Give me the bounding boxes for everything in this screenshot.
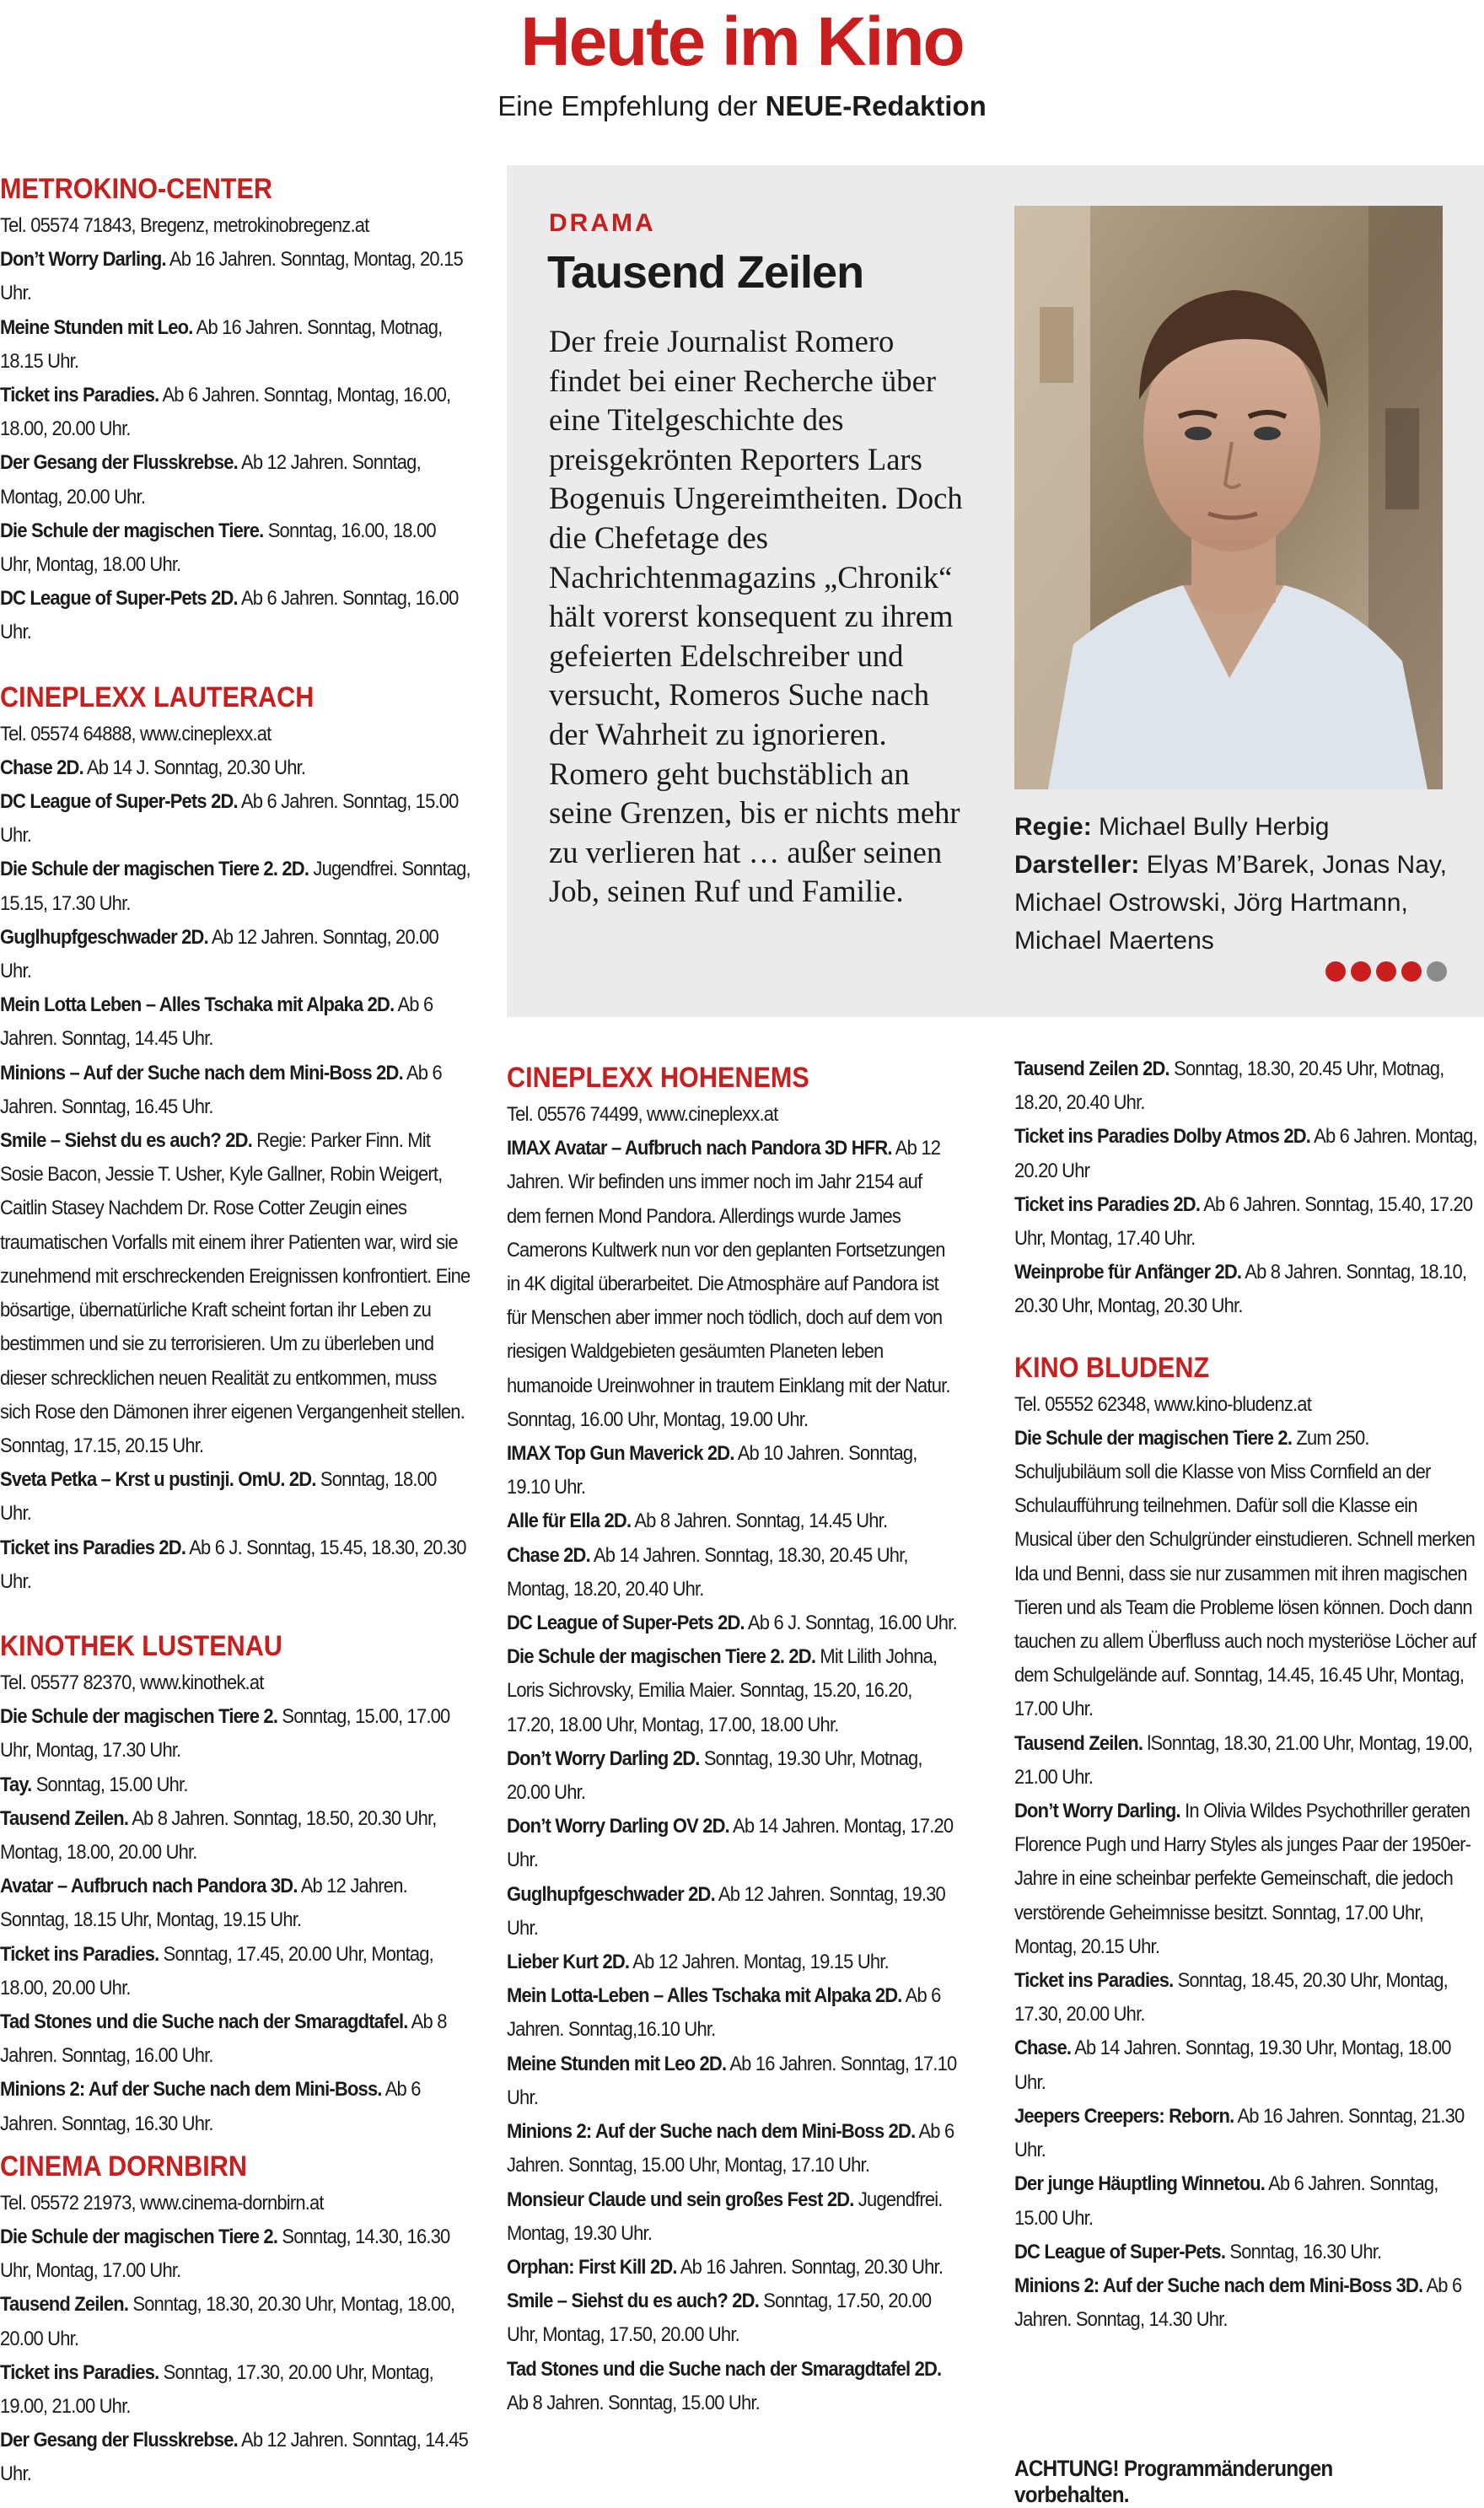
film-details: Ab 12 Jahren. Sonntag, Montag, 20.00 Uhr. bbox=[0, 451, 421, 509]
film-title: Minions – Auf der Suche nach dem Mini-Boss 2D. bbox=[0, 1061, 403, 1084]
cinema-contact: Tel. 05552 62348, www.kino-bludenz.at bbox=[1014, 1392, 1311, 1416]
film-details: Ab 6 Jahren. Montag, 20.20 Uhr bbox=[1014, 1125, 1477, 1182]
film-title: Lieber Kurt 2D. bbox=[507, 1951, 630, 1974]
film-details: Sonntag, 15.00, 17.00 Uhr, Montag, 17.30 Uhr. bbox=[0, 1705, 450, 1763]
film-entry bbox=[507, 1878, 959, 1946]
cinema-name: CINEMA DORNBIRN bbox=[0, 2150, 247, 2182]
film-details: Sonntag, 17.30, 20.00 Uhr, Montag, 19.00, 21.00 Uhr. bbox=[0, 2360, 433, 2418]
film-entry bbox=[507, 1742, 959, 1810]
film-entry bbox=[0, 379, 470, 446]
film-details: Ab 6 Jahren. Sonntag, Montag, 16.00, 18.00, 20.00 Uhr. bbox=[0, 384, 451, 441]
film-entry bbox=[0, 785, 470, 853]
film-entry bbox=[0, 921, 470, 988]
feature-category: DRAMA bbox=[549, 209, 656, 237]
cinema-name: CINEPLEXX HOHENEMS bbox=[507, 1062, 809, 1094]
film-entry bbox=[0, 1124, 470, 1463]
film-title: Die Schule der magischen Tiere 2. 2D. bbox=[0, 858, 309, 881]
film-entry bbox=[507, 1504, 959, 1538]
rating-dot-empty bbox=[1427, 961, 1447, 982]
film-title: Die Schule der magischen Tiere 2. bbox=[0, 1705, 278, 1729]
page-subtitle bbox=[0, 88, 1484, 125]
film-entry bbox=[0, 1870, 470, 1937]
film-title: DC League of Super-Pets 2D. bbox=[0, 587, 238, 611]
film-details: Ab 14 J. Sonntag, 20.30 Uhr. bbox=[83, 756, 306, 779]
film-entry bbox=[0, 514, 470, 582]
film-details: Sonntag, 18.30, 20.45 Uhr, Motnag, 18.20, 20.40 Uhr. bbox=[1014, 1058, 1444, 1115]
film-title: IMAX Avatar – Aufbruch nach Pandora 3D HFR. bbox=[507, 1137, 892, 1160]
film-details: Ab 8 Jahren. Sonntag, 15.00 Uhr. bbox=[507, 2391, 760, 2414]
film-title: Smile – Siehst du es auch? 2D. bbox=[0, 1129, 252, 1153]
film-entry bbox=[507, 1810, 959, 1877]
film-title: Smile – Siehst du es auch? 2D. bbox=[507, 2290, 759, 2313]
film-details: Ab 6 Jahren. Sonntag, 14.45 Uhr. bbox=[0, 993, 433, 1051]
film-details: Sonntag, 18.30, 20.30 Uhr, Montag, 18.00, 20.00 Uhr. bbox=[0, 2293, 455, 2350]
film-title: Tad Stones und die Suche nach der Smaragdtafel. bbox=[0, 2010, 408, 2033]
film-title: Tausend Zeilen. bbox=[0, 2293, 129, 2317]
film-details: Ab 6 J. Sonntag, 16.00 Uhr. bbox=[744, 1612, 957, 1635]
film-details: Ab 6 J. Sonntag, 15.45, 18.30, 20.30 Uhr. bbox=[0, 1536, 466, 1593]
film-details: Ab 12 Jahren. Sonntag, 20.00 Uhr. bbox=[0, 925, 438, 983]
film-title: Minions 2: Auf der Suche nach dem Mini-Boss 2D. bbox=[507, 2120, 916, 2144]
film-entry bbox=[507, 1640, 959, 1742]
cinema-contact: Tel. 05572 21973, www.cinema-dornbirn.at bbox=[0, 2191, 324, 2215]
rating-dots bbox=[1325, 961, 1447, 982]
film-details: In Olivia Wildes Psychothriller geraten Florence Pugh und Harry Styles als junges Paar der 1950er- Jahre in eine scheinbar perfekte Gemeinschaft, die jedoch verstörende Geheimnisse besitzt. Sonntag, 17.00 Uhr, Montag, 20.15 Uhr. bbox=[1014, 1800, 1471, 1958]
film-title: Ticket ins Paradies. bbox=[0, 1942, 159, 1966]
film-title: Tausend Zeilen 2D. bbox=[1014, 1058, 1169, 1080]
film-entry bbox=[507, 2285, 959, 2352]
film-title: Don’t Worry Darling OV 2D. bbox=[507, 1815, 729, 1838]
film-entry bbox=[1014, 1422, 1477, 1727]
film-details: Zum 250. Schuljubiläum soll die Klasse von Miss Cornfield an der Schulaufführung teilnehmen. Dafür soll die Klasse ein Musical über den Schulgründer einstudieren. Schnell merken Ida und Benni, dass sie nur zusammen mit ihren magischen Tieren und als Team die Probleme lösen können. Doch dann tauchen zu allem Überfluss auch noch mysteriöse Löcher auf dem Schulgelände auf. Sonntag, 14.45, 16.45 Uhr, Montag, 17.00 Uhr. bbox=[1014, 1426, 1476, 1721]
film-entry bbox=[0, 2073, 470, 2140]
film-details: Ab 6 Jahren. Sonntag, 16.45 Uhr. bbox=[0, 1061, 442, 1118]
film-details: Sonntag, 17.45, 20.00 Uhr, Montag, 18.00, 20.00 Uhr. bbox=[0, 1942, 433, 1999]
film-entry bbox=[1014, 2269, 1477, 2337]
film-details: Sonntag, 16.00, 18.00 Uhr, Montag, 18.00 Uhr. bbox=[0, 519, 436, 577]
film-title: Mein Lotta-Leben – Alles Tschaka mit Alpaka 2D. bbox=[507, 1984, 902, 2008]
film-title: Der Gesang der Flusskrebse. bbox=[0, 451, 238, 475]
film-entry bbox=[0, 1802, 470, 1870]
film-entry bbox=[507, 1946, 959, 1979]
cinema-name: KINOTHEK LUSTENAU bbox=[0, 1629, 282, 1662]
film-details: Ab 8 Jahren. Sonntag, 18.10, 20.30 Uhr, Montag, 20.30 Uhr. bbox=[1014, 1261, 1467, 1318]
film-details: Sonntag, 17.50, 20.00 Uhr, Montag, 17.50, 20.00 Uhr. bbox=[507, 2290, 932, 2347]
cinema-name: KINO BLUDENZ bbox=[1014, 1351, 1210, 1384]
film-details: Ab 14 Jahren. Sonntag, 19.30 Uhr, Montag, 18.00 Uhr. bbox=[1014, 2037, 1451, 2094]
film-entry bbox=[507, 2353, 959, 2420]
film-title: Tad Stones und die Suche nach der Smaragdtafel 2D. bbox=[507, 2357, 942, 2381]
film-details: Ab 16 Jahren. Sonntag, Montag, 20.15 Uhr. bbox=[0, 248, 463, 305]
film-entry bbox=[0, 1700, 470, 1768]
film-entry bbox=[0, 446, 470, 514]
film-entry bbox=[507, 1539, 959, 1607]
film-title: Chase 2D. bbox=[507, 1543, 590, 1567]
feature-photo bbox=[1014, 206, 1443, 789]
film-entry bbox=[0, 1531, 470, 1599]
film-title: Guglhupfgeschwader 2D. bbox=[507, 1882, 715, 1906]
film-title: Monsieur Claude und sein großes Fest 2D. bbox=[507, 2188, 854, 2211]
film-entry bbox=[0, 2220, 470, 2288]
actor-portrait-image bbox=[1014, 206, 1443, 789]
film-details: Ab 12 Jahren. Montag, 19.15 Uhr. bbox=[629, 1951, 889, 1974]
cinema-block bbox=[507, 1058, 959, 2420]
film-title: Die Schule der magischen Tiere 2. bbox=[1014, 1426, 1293, 1450]
film-entry bbox=[0, 1768, 470, 1802]
film-entry bbox=[507, 1979, 959, 2047]
film-entry bbox=[0, 751, 470, 785]
cinema-block bbox=[1014, 1348, 1477, 2338]
film-details: Sonntag, 14.30, 16.30 Uhr, Montag, 17.00 Uhr. bbox=[0, 2225, 450, 2283]
subtitle-bold: NEUE-Redaktion bbox=[765, 90, 987, 121]
film-details: Ab 6 Jahren. Sonntag, 15.00 Uhr. bbox=[1014, 2172, 1438, 2230]
column-right bbox=[1014, 1052, 1477, 2337]
film-entry bbox=[0, 853, 470, 920]
cinema-contact: Tel. 05574 64888, www.cineplexx.at bbox=[0, 722, 272, 745]
film-details: Ab 12 Jahren. Sonntag, 18.15 Uhr, Montag, 19.15 Uhr. bbox=[0, 1875, 407, 1932]
cinema-block bbox=[0, 1626, 470, 2141]
film-details: Jugendfrei. Montag, 19.30 Uhr. bbox=[507, 2188, 943, 2245]
film-details: Ab 16 Jahren. Sonntag, 20.30 Uhr. bbox=[676, 2255, 944, 2279]
film-details: Ab 12 Jahren. Sonntag, 14.45 Uhr. bbox=[0, 2429, 469, 2486]
film-title: Tay. bbox=[0, 1773, 32, 1796]
cinema-contact: Tel. 05574 71843, Bregenz, metrokinobregenz.at bbox=[0, 214, 369, 237]
film-entry bbox=[1014, 2236, 1477, 2269]
film-title: Avatar – Aufbruch nach Pandora 3D. bbox=[0, 1875, 298, 1898]
film-details: Ab 12 Jahren. Sonntag, 19.30 Uhr. bbox=[507, 1882, 945, 1940]
film-title: Minions 2: Auf der Suche nach dem Mini-Boss. bbox=[0, 2078, 382, 2102]
cinema-contact: Tel. 05577 82370, www.kinothek.at bbox=[0, 1671, 264, 1694]
film-details: Ab 8 Jahren. Sonntag, 18.50, 20.30 Uhr, Montag, 18.00, 20.00 Uhr. bbox=[0, 1806, 437, 1864]
rating-dot-filled bbox=[1376, 961, 1396, 982]
film-title: DC League of Super-Pets 2D. bbox=[507, 1612, 745, 1635]
column-middle bbox=[507, 1052, 959, 2420]
film-title: Die Schule der magischen Tiere 2. bbox=[0, 2225, 278, 2248]
film-entry bbox=[0, 2005, 470, 2073]
film-details: Ab 6 Jahren. Sonntag, 14.30 Uhr. bbox=[1014, 2274, 1462, 2332]
film-title: Don’t Worry Darling. bbox=[0, 248, 166, 272]
cinema-block bbox=[1014, 1052, 1477, 1324]
director-label: Regie: bbox=[1014, 813, 1092, 841]
film-details: Ab 6 Jahren. Sonntag, 16.30 Uhr. bbox=[0, 2078, 421, 2135]
cinema-block bbox=[0, 677, 470, 1599]
film-title: Weinprobe für Anfänger 2D. bbox=[1014, 1261, 1242, 1284]
film-details: Ab 14 Jahren. Montag, 17.20 Uhr. bbox=[507, 1815, 954, 1872]
cinema-block bbox=[0, 2146, 470, 2492]
film-title: Don’t Worry Darling 2D. bbox=[507, 1746, 700, 1770]
cast-label: Darsteller: bbox=[1014, 851, 1140, 879]
film-details: Ab 16 Jahren. Sonntag, 17.10 Uhr. bbox=[507, 2052, 957, 2109]
subtitle-prefix: Eine Empfehlung der bbox=[497, 90, 758, 121]
film-details: Mit Lilith Johna, Loris Sichrovsky, Emilia Maier. Sonntag, 15.20, 16.20, 17.20, 18.00 Uhr, Montag, 17.00, 18.00 Uhr. bbox=[507, 1645, 938, 1736]
film-details: Ab 16 Jahren. Sonntag, Motnag, 18.15 Uhr. bbox=[0, 315, 443, 373]
film-entry bbox=[1014, 2032, 1477, 2099]
film-title: Der junge Häuptling Winnetou. bbox=[1014, 2172, 1266, 2196]
film-entry bbox=[1014, 1964, 1477, 2032]
program-notice: ACHTUNG! Programmänderungen vorbehalten. bbox=[1014, 2456, 1333, 2507]
film-title: Alle für Ella 2D. bbox=[507, 1510, 632, 1533]
cinema-name: CINEPLEXX LAUTERACH bbox=[0, 681, 315, 713]
film-entry bbox=[0, 1463, 470, 1531]
film-title: Chase. bbox=[1014, 2037, 1072, 2060]
cast-names: Elyas M’Barek, Jonas Nay, Michael Ostrowski, Jörg Hartmann, Michael Maertens bbox=[1014, 851, 1447, 955]
film-title: Die Schule der magischen Tiere 2. 2D. bbox=[507, 1645, 816, 1669]
film-entry bbox=[1014, 1188, 1477, 1256]
film-entry bbox=[1014, 1120, 1477, 1187]
director-name: Michael Bully Herbig bbox=[1099, 813, 1330, 841]
film-entry bbox=[1014, 2100, 1477, 2167]
feature-text: Der freie Journalist Romero findet bei einer Recherche über eine Titelgeschichte des preisgekrönten Reporters Lars Bogenuis Ungereimtheiten. Doch die Chefetage des Nachrichtenmagazins „Chronik“ hält vorerst konsequent zu ihrem gefeierten Edelschreiber und versucht, Romeros Suche nach der Wahrheit zu ignorieren. Romero geht buchstäblich an seine Grenzen, bis er nichts mehr zu verlieren hat … außer seinen Job, seinen Ruf und Familie. bbox=[549, 324, 963, 909]
film-entry bbox=[1014, 1256, 1477, 1323]
rating-dot-filled bbox=[1351, 961, 1371, 982]
film-title: DC League of Super-Pets 2D. bbox=[0, 790, 238, 814]
film-details: Sonntag, 18.00 Uhr. bbox=[0, 1468, 437, 1526]
film-title: Mein Lotta Leben – Alles Tschaka mit Alpaka 2D. bbox=[0, 993, 395, 1017]
film-title: Ticket ins Paradies 2D. bbox=[1014, 1192, 1201, 1216]
page-title: Heute im Kino bbox=[520, 3, 964, 80]
film-title: Meine Stunden mit Leo. bbox=[0, 315, 193, 339]
film-title: IMAX Top Gun Maverick 2D. bbox=[507, 1442, 734, 1466]
film-title: Der Gesang der Flusskrebse. bbox=[0, 2429, 238, 2452]
film-title: Tausend Zeilen. bbox=[0, 1806, 129, 1830]
film-details: Sonntag, 16.30 Uhr. bbox=[1225, 2240, 1382, 2263]
film-title: Ticket ins Paradies. bbox=[0, 384, 159, 407]
film-entry bbox=[1014, 2167, 1477, 2235]
film-title: DC League of Super-Pets. bbox=[1014, 2240, 1226, 2263]
feature-credits bbox=[1014, 808, 1453, 960]
film-details: Sonntag, 18.45, 20.30 Uhr, Montag, 17.30, 20.00 Uhr. bbox=[1014, 1969, 1448, 2026]
film-entry bbox=[507, 1132, 959, 1437]
film-details: Ab 6 Jahren. Sonntag,16.10 Uhr. bbox=[507, 1984, 941, 2042]
cinema-name: METROKINO-CENTER bbox=[0, 173, 273, 205]
film-entry bbox=[0, 311, 470, 379]
film-entry bbox=[507, 1437, 959, 1504]
film-details: Ab 12 Jahren. Wir befinden uns immer noch im Jahr 2154 auf dem fernen Mond Pandora. Allerdings wurde James Camerons Kultwerk nun vor den geplanten Fortsetzungen in 4K digital überarbeitet. Die Atmosphäre auf Pandora ist für Menschen aber immer noch tödlich, doch auf dem von riesigen Waldgebieten gesäumten Planeten leben humanoide Ureinwohner in trautem Einklang mit der Natur. Sonntag, 16.00 Uhr, Montag, 19.00 Uhr. bbox=[507, 1137, 950, 1431]
film-entry bbox=[507, 2115, 959, 2182]
film-title: Chase 2D. bbox=[0, 756, 83, 779]
film-title: Don’t Worry Darling. bbox=[1014, 1800, 1180, 1823]
film-entry bbox=[0, 2356, 470, 2424]
film-details: Ab 6 Jahren. Sonntag, 15.00 Uhr. bbox=[0, 790, 459, 848]
film-details: Sonntag, 15.00 Uhr. bbox=[31, 1773, 188, 1796]
film-entry bbox=[0, 1938, 470, 2005]
film-details: Ab 8 Jahren. Sonntag, 16.00 Uhr. bbox=[0, 2010, 447, 2068]
film-title: Jeepers Creepers: Reborn. bbox=[1014, 2104, 1234, 2128]
film-details: Sonntag, 19.30 Uhr, Motnag, 20.00 Uhr. bbox=[507, 1746, 922, 1805]
rating-dot-filled bbox=[1325, 961, 1346, 982]
film-details: Ab 14 Jahren. Sonntag, 18.30, 20.45 Uhr, Montag, 18.20, 20.40 Uhr. bbox=[507, 1543, 908, 1601]
film-details: Ab 6 Jahren. Sonntag, 15.40, 17.20 Uhr, Montag, 17.40 Uhr. bbox=[1014, 1192, 1473, 1251]
feature-title: Tausend Zeilen bbox=[547, 247, 864, 298]
film-entry bbox=[0, 2424, 470, 2491]
film-title: Ticket ins Paradies. bbox=[1014, 1969, 1174, 1993]
film-entry bbox=[507, 2048, 959, 2115]
film-details: Regie: Parker Finn. Mit Sosie Bacon, Jessie T. Usher, Kyle Gallner, Robin Weigert, Caitlin Stasey Nachdem Dr. Rose Cotter Zeugin eines traumatischen Vorfalls mit einem ihrer Patienten war, wird sie zunehmend mit erschreckenden Ereignissen konfrontiert. Eine bösartige, übernatürliche Kraft scheint fortan ihr Leben zu bestimmen und sie zu terrorisieren. Um zu überleben und dieser schrecklichen neuen Realität zu entkommen, muss sich Rose den Dämonen ihrer eigenen Vergangenheit stellen. Sonntag, 17.15, 20.15 Uhr. bbox=[0, 1129, 470, 1457]
film-entry bbox=[0, 2288, 470, 2355]
film-title: Guglhupfgeschwader 2D. bbox=[0, 925, 208, 949]
film-entry bbox=[507, 2251, 959, 2285]
film-details: Ab 6 Jahren. Sonntag, 16.00 Uhr. bbox=[0, 587, 459, 644]
cinema-contact: Tel. 05576 74499, www.cineplexx.at bbox=[507, 1103, 778, 1126]
film-details: Ab 10 Jahren. Sonntag, 19.10 Uhr. bbox=[507, 1442, 917, 1499]
film-title: Tausend Zeilen. bbox=[1014, 1731, 1143, 1755]
film-title: Orphan: First Kill 2D. bbox=[507, 2255, 677, 2279]
film-entry bbox=[0, 988, 470, 1056]
film-entry bbox=[1014, 1052, 1477, 1120]
film-entry bbox=[0, 243, 470, 310]
film-title: Ticket ins Paradies. bbox=[0, 2360, 159, 2384]
film-entry bbox=[0, 582, 470, 649]
rating-dot-filled bbox=[1401, 961, 1422, 982]
film-entry bbox=[1014, 1727, 1477, 1795]
film-entry bbox=[0, 1057, 470, 1124]
film-details: lSonntag, 18.30, 21.00 Uhr, Montag, 19.00, 21.00 Uhr. bbox=[1014, 1731, 1473, 1789]
column-left bbox=[0, 164, 470, 2492]
film-title: Die Schule der magischen Tiere. bbox=[0, 519, 264, 542]
film-title: Meine Stunden mit Leo 2D. bbox=[507, 2052, 727, 2075]
film-details: Ab 16 Jahren. Sonntag, 21.30 Uhr. bbox=[1014, 2104, 1465, 2162]
film-title: Minions 2: Auf der Suche nach dem Mini-Boss 3D. bbox=[1014, 2274, 1423, 2297]
film-details: Jugendfrei. Sonntag, 15.15, 17.30 Uhr. bbox=[0, 858, 470, 915]
film-title: Ticket ins Paradies 2D. bbox=[0, 1536, 186, 1559]
film-title: Ticket ins Paradies Dolby Atmos 2D. bbox=[1014, 1125, 1311, 1149]
film-details: Ab 6 Jahren. Sonntag, 15.00 Uhr, Montag, 17.10 Uhr. bbox=[507, 2120, 954, 2177]
film-entry bbox=[507, 2183, 959, 2251]
film-title: Sveta Petka – Krst u pustinji. OmU. 2D. bbox=[0, 1468, 316, 1492]
cinema-block bbox=[0, 169, 470, 650]
feature-panel bbox=[507, 165, 1484, 1017]
film-details: Ab 8 Jahren. Sonntag, 14.45 Uhr. bbox=[631, 1510, 888, 1533]
film-entry bbox=[507, 1607, 959, 1640]
film-entry bbox=[1014, 1795, 1477, 1964]
